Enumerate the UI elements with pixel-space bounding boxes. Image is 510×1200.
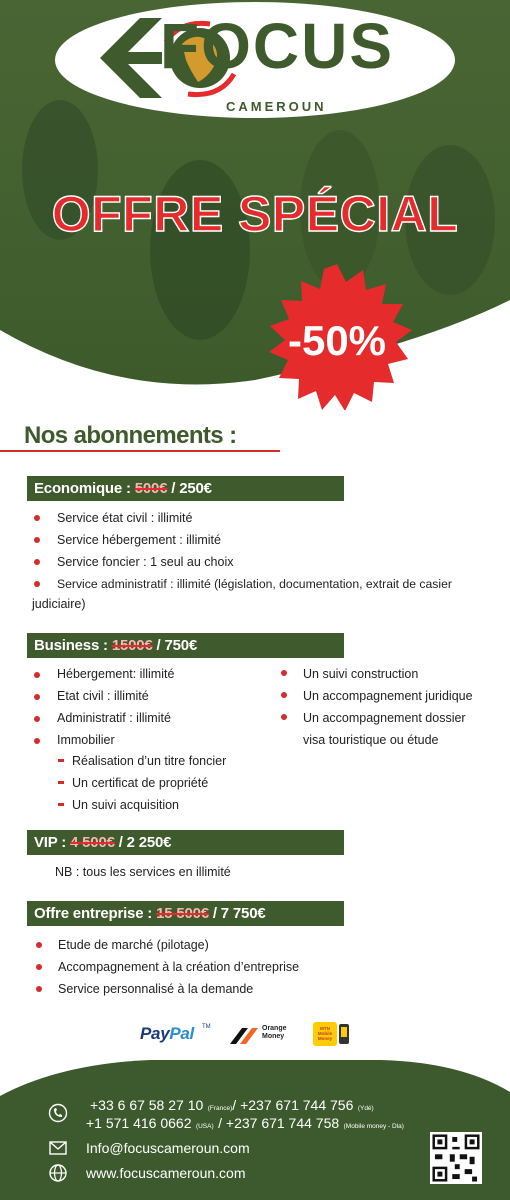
plan-vip-header: VIP : 4 500€ / 2 250€ [27, 830, 344, 855]
bullet-icon [281, 714, 287, 720]
old-price: 4 500€ [70, 834, 115, 851]
list-item: Service personnalisé à la demande [58, 982, 254, 996]
sub-bullet-icon [58, 759, 64, 762]
section-underline [0, 450, 280, 452]
bullet-icon [281, 670, 287, 676]
plan-economique-header: Economique : 500€ / 250€ [27, 476, 344, 501]
phone-line-1: +33 6 67 58 27 10 (France)/ +237 671 744 756 (Ydé) [90, 1097, 374, 1113]
orange-money-label: Orange Money [262, 1025, 287, 1040]
sub-list-item: Un suivi acquisition [72, 798, 179, 812]
globe-icon [48, 1163, 68, 1183]
bullet-icon [281, 692, 287, 698]
paypal-trademark: TM [202, 1024, 211, 1030]
section-title: Nos abonnements : [24, 422, 237, 449]
offer-title: OFFRE SPÉCIAL [51, 186, 459, 242]
new-price: / 2 250€ [118, 834, 172, 851]
mtn-label: MTN Mobile Money [317, 1026, 333, 1041]
list-item: Accompagnement à la création d’entreprise [58, 960, 300, 974]
bullet-icon [34, 672, 40, 678]
email-line[interactable]: Info@focuscameroun.com [86, 1140, 250, 1156]
list-item: Immobilier [57, 733, 115, 747]
list-item-continuation: judiciaire) [32, 597, 86, 611]
qr-code-icon [430, 1132, 482, 1184]
plan-business-header: Business : 1500€ / 750€ [27, 633, 344, 658]
old-price: 500€ [134, 480, 168, 497]
sub-bullet-icon [58, 803, 64, 806]
bullet-icon [34, 738, 40, 744]
phone-icon [48, 1103, 68, 1123]
website-line[interactable]: www.focuscameroun.com [86, 1165, 246, 1181]
bullet-icon [34, 716, 40, 722]
bullet-icon [34, 537, 40, 543]
list-item: Service foncier : 1 seul au choix [57, 555, 234, 569]
list-item-continuation: visa touristique ou étude [303, 733, 439, 747]
list-item: Hébergement: illimité [57, 667, 175, 681]
sub-list-item: Réalisation d’un titre foncier [72, 754, 227, 768]
bullet-icon [34, 581, 40, 587]
hero-banner [0, 0, 510, 410]
brand-subtitle: CAMEROUN [226, 99, 327, 114]
phone-line-2: +1 571 416 0662 (USA) / +237 671 744 758 (Mobile money - Dla) [86, 1115, 404, 1131]
list-item: Etude de marché (pilotage) [58, 938, 209, 952]
old-price: 15 500€ [156, 905, 209, 922]
list-item: Administratif : illimité [57, 711, 171, 725]
list-item: Service état civil : illimité [57, 511, 193, 525]
discount-label: -50% [287, 317, 387, 364]
sub-list-item: Un certificat de propriété [72, 776, 209, 790]
list-item: Etat civil : illimité [57, 689, 149, 703]
old-price: 1500€ [111, 637, 153, 654]
vip-note: NB : tous les services en illimité [55, 865, 231, 879]
list-item: Un suivi construction [303, 667, 419, 681]
email-icon [48, 1138, 68, 1158]
brand-name: FOCUS [160, 10, 394, 82]
list-item: Un accompagnement juridique [303, 689, 473, 703]
bullet-icon [34, 515, 40, 521]
paypal-logo: PayPal [140, 1024, 194, 1043]
bullet-icon [36, 964, 42, 970]
bullet-icon [36, 942, 42, 948]
sub-bullet-icon [58, 781, 64, 784]
bullet-icon [34, 694, 40, 700]
new-price: / 7 750€ [212, 905, 266, 922]
new-price: / 250€ [171, 480, 212, 497]
list-item: Service hébergement : illimité [57, 533, 221, 547]
bullet-icon [34, 559, 40, 565]
plan-entreprise-header: Offre entreprise : 15 500€ / 7 750€ [27, 901, 344, 926]
list-item: Un accompagnement dossier [303, 711, 466, 725]
list-item: Service administratif : illimité (législation, documentation, extrait de casier [57, 577, 452, 591]
new-price: / 750€ [156, 637, 198, 654]
bullet-icon [36, 986, 42, 992]
